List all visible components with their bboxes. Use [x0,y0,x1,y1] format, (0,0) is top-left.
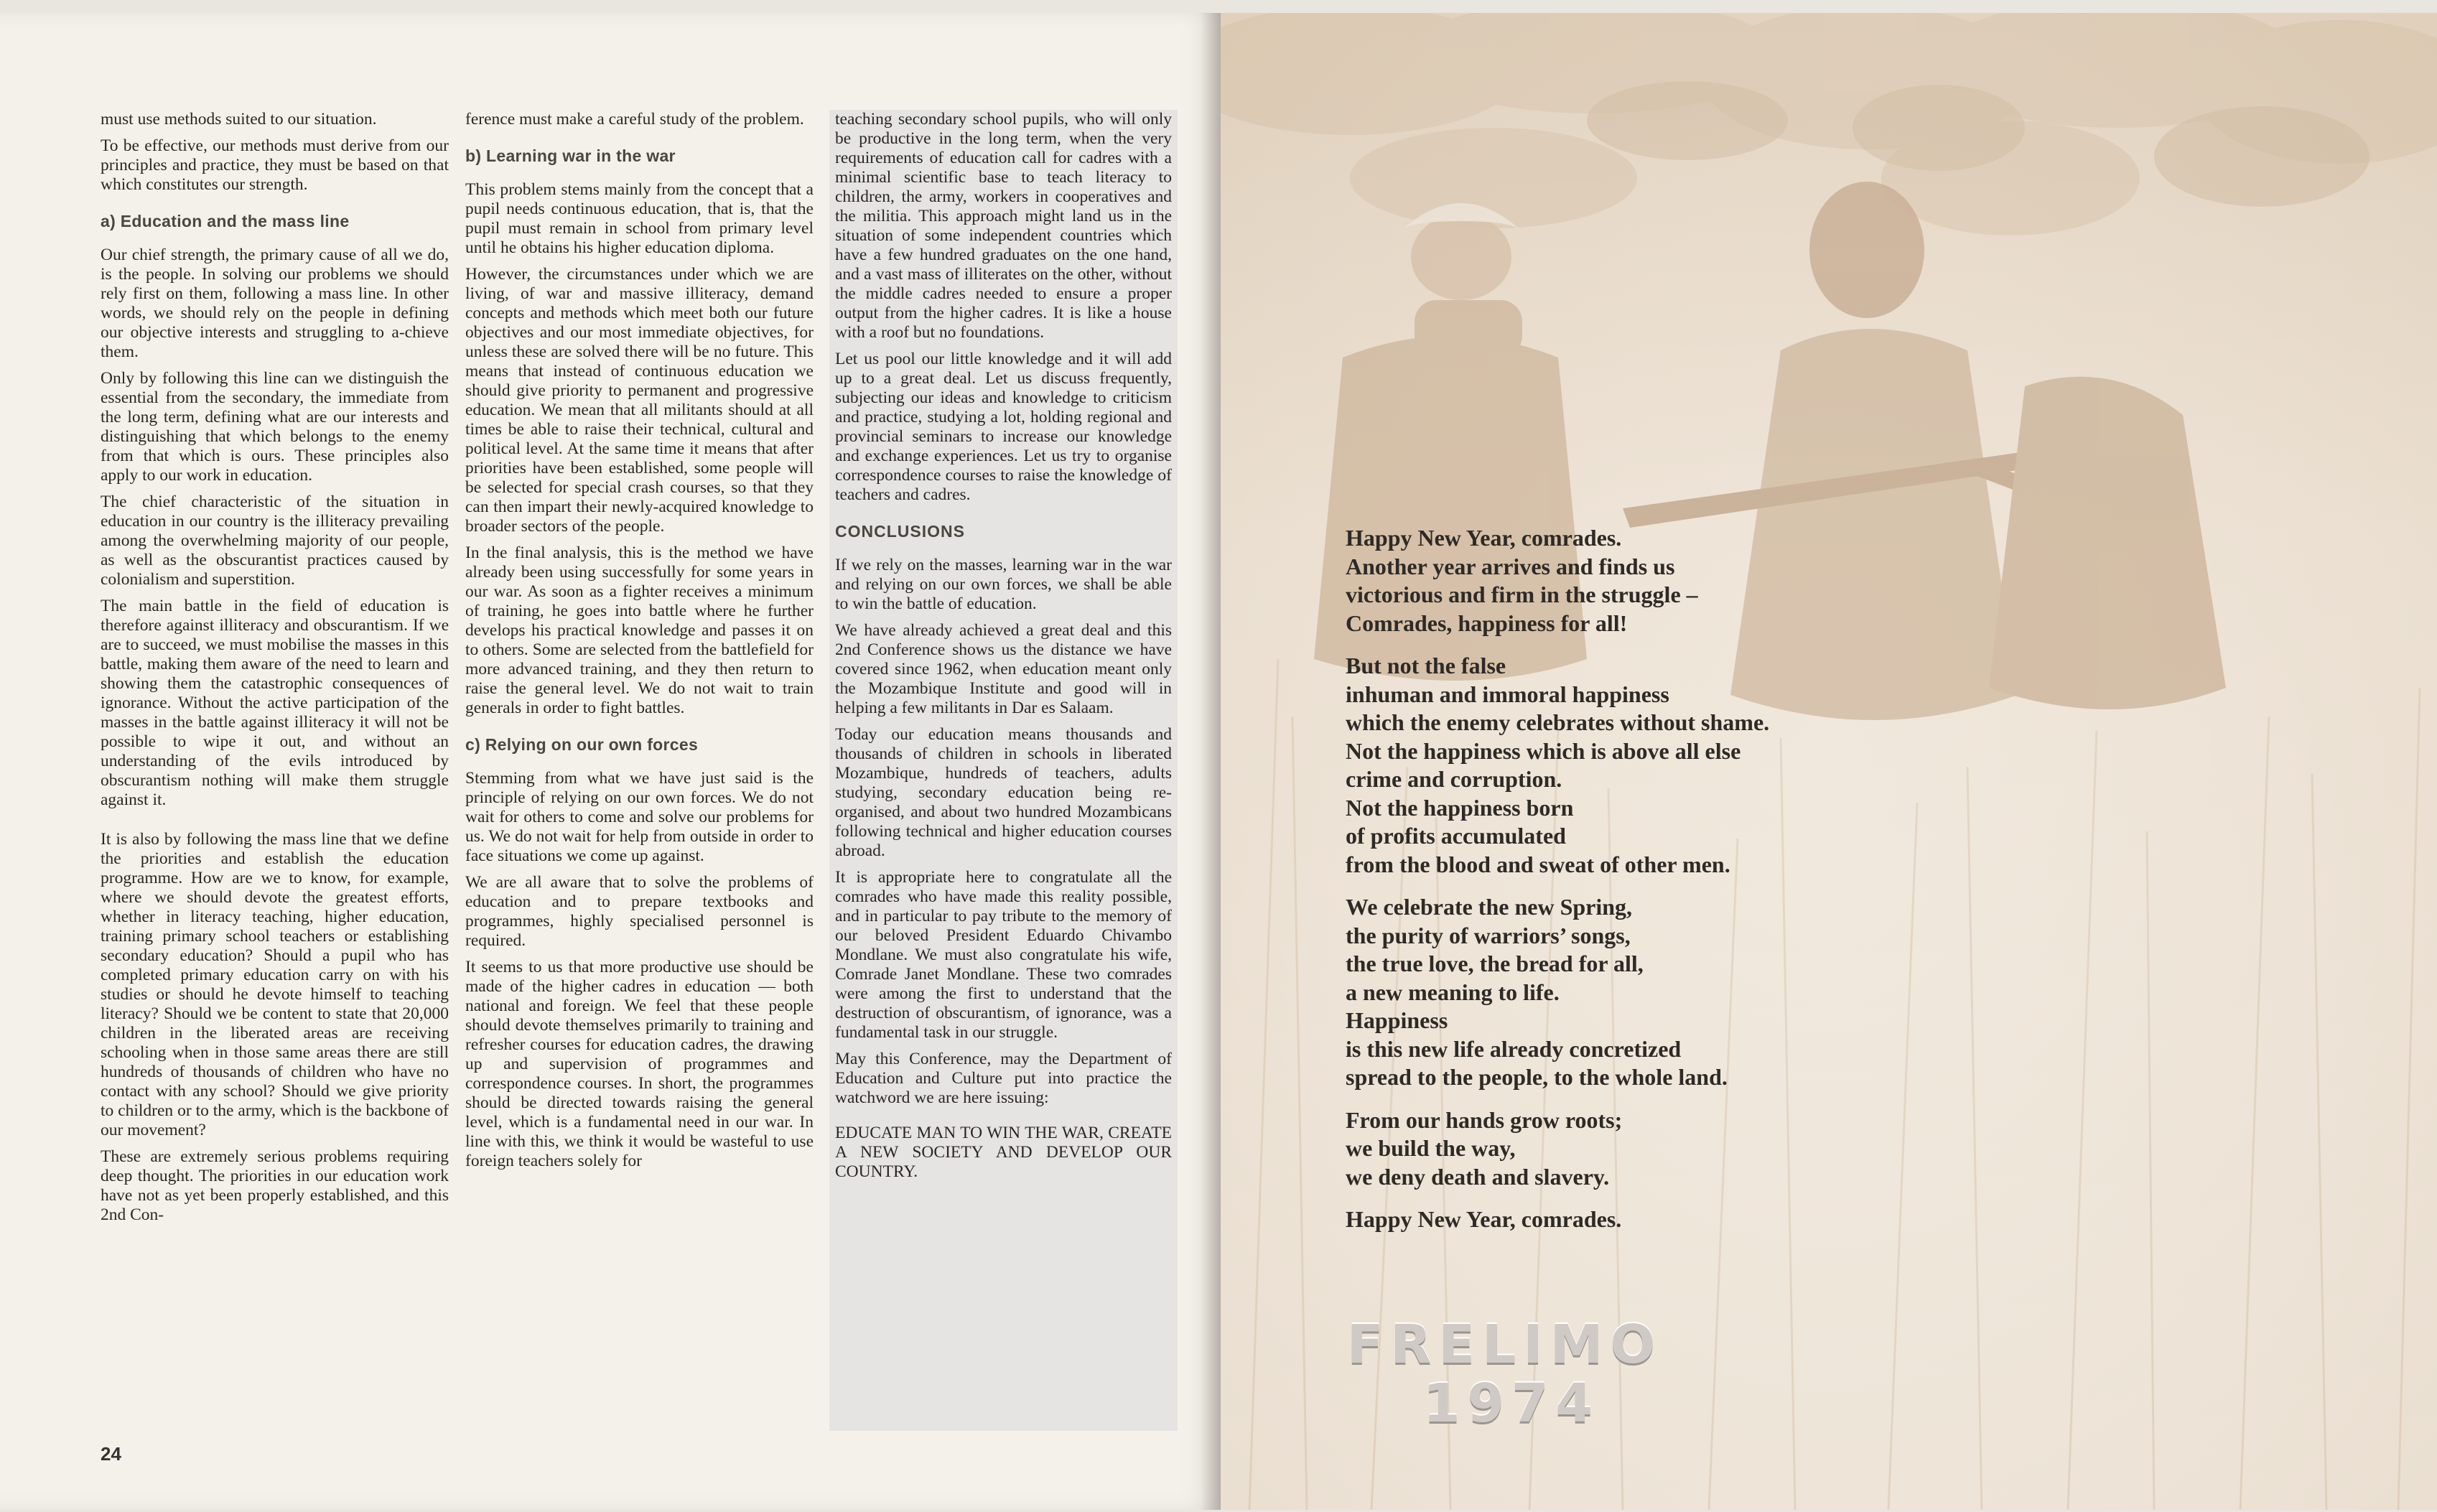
body-paragraph: Our chief strength, the primary cause of all we do, is the people. In solving our problems we should rely first on them, following a mass line. In other words, we should rely on the people in defining our objective interests and struggling to a-chieve them. [101,246,449,361]
poem-line: Another year arrives and finds us [1346,553,1675,579]
left-page [0,13,1221,1510]
poem-line: a new meaning to life. [1346,979,1560,1005]
body-paragraph: It is also by following the mass line that we define the priorities and establish the education programme. How are we to know, for example, where we should devote the greatest efforts, whether in literacy teaching, higher education, training primary school teachers or establishing secondary education? Should a pupil who has completed primary education carry on with his studies or should he devote himself to teaching literacy? Should we be content to state that 20,000 children in the liberated areas are receiving schooling when in those same areas there are still hundreds of thousands of children who have no contact with any school? Should we give priority to children or to the army, which is the backbone of our movement? [101,830,449,1139]
poem-line: we deny death and slavery. [1346,1163,1610,1190]
body-paragraph: In the final analysis, this is the method we have already been using successfully for some years in our war. As soon as a fighter receives a minimum of training, he goes into battle where he further develops his practical knowledge and passes it on to others. Some are selected from the battlefield for more advanced training, and they then return to raise the general level. We do not wait to train generals in order to fight battles. [465,543,814,717]
closing-slogan: EDUCATE MAN TO WIN THE WAR, CREATE A NEW SOCIETY AND DEVELOP OUR COUNTRY. [835,1124,1172,1181]
frelimo-signature: FRELIMO [1347,1314,1663,1376]
poem-line: which the enemy celebrates without shame. [1346,709,1770,735]
poem-line: the true love, the bread for all, [1346,951,1644,976]
body-paragraph: We have already achieved a great deal and this 2nd Conference shows us the distance we have covered since 1962, when education meant only the Mozambique Institute and good will in helping a few militants in Dar es Salaam. [835,621,1172,717]
text-column-1 [101,110,449,1232]
body-paragraph: It seems to us that more productive use should be made of the higher cadres in education — both national and foreign. We feel that these people should devote themselves primarily to training and refresher courses for education cadres, the drawing up and supervision of programmes and correspondence courses. In short, the programmes should be directed towards raising the general level, which is a fundamental need in our war. In line with this, we think it would be wasteful to use foreign teachers solely for [465,958,814,1170]
body-paragraph: must use methods suited to our situation. [101,110,377,129]
poem-stanza [1346,893,2064,1092]
body-paragraph: teaching secondary school pupils, who will only be productive in the long term, when the very requirements of education call for cadres with a minimal scientific base to teach literacy to children, the army, workers in cooperatives and the militia. This approach might land us in the situation of some independent countries which have a few hundred graduates on the one hand, and a vast mass of illiterates on the other, without the middle cadres needed to ensure a proper output from the higher cadres. It is like a house with a roof but no foundations. [835,110,1172,342]
poem-line: Happiness [1346,1007,1448,1033]
poem-line: victorious and firm in the struggle – [1346,582,1698,607]
body-paragraph: Stemming from what we have just said is the principle of relying on our own forces. We do not wait for others to come and solve our problems for us. We do not wait for help from outside in order to face situations we come up against. [465,769,814,865]
section-heading: c) Relying on our own forces [465,735,699,754]
poem-stanza [1346,524,2064,638]
paragraph-gap [101,817,449,830]
body-paragraph: To be effective, our methods must derive from our principles and practice, they must be based on that which constitutes our strength. [101,136,449,194]
body-paragraph: ference must make a careful study of the problem. [465,110,804,129]
poem-line: from the blood and sweat of other men. [1346,851,1730,877]
text-column-2 [465,110,814,1178]
section-heading: CONCLUSIONS [835,522,965,541]
poem-line: we build the way, [1346,1135,1516,1161]
page-number: 24 [101,1443,121,1465]
body-paragraph: Only by following this line can we distinguish the essential from the secondary, the immediate from the long term, defining what are our interests and distinguishing that which belongs to the enemy from that which is ours. These principles also apply to our work in education. [101,369,449,485]
poem-line: We celebrate the new Spring, [1346,894,1633,920]
poem-line: of profits accumulated [1346,823,1566,849]
poem-line: the purity of warriors’ songs, [1346,922,1631,948]
poem-line: Not the happiness which is above all else [1346,737,1741,764]
poem-stanza [1346,1106,2064,1192]
body-paragraph: If we rely on the masses, learning war in the war and relying on our own forces, we shall be able to win the battle of education. [835,556,1172,613]
poem-line: Comrades, happiness for all! [1346,610,1628,636]
body-paragraph: However, the circumstances under which we are living, of war and massive illiteracy, demand concepts and methods which meet both our future objectives and our most immediate objectives, for unless these are solved there will be no future. This means that instead of continuous education we should give priority to permanent and progressive education. We mean that all militants should at all times be able to raise their technical, cultural and political level. At the same time it means that after priorities have been established, some people will be selected for special crash courses, so that they can then impart their newly-acquired knowledge to broader sectors of the people. [465,265,814,536]
body-paragraph: The chief characteristic of the situation in education in our country is the illiteracy prevailing among the overwhelming majority of our people, as well as the obscurantist practices caused by colonialism and superstition. [101,493,449,589]
body-paragraph: It is appropriate here to congratulate all the comrades who have made this reality possible, and in particular to pay tribute to the memory of our beloved President Eduardo Chivambo Mondlane. We must also congratulate his wife, Comrade Janet Mondlane. These two comrades were among the first to understand that the destruction of obscurantism, of ignorance, was a fundamental task in our struggle. [835,868,1172,1042]
body-paragraph: We are all aware that to solve the problems of education and to prepare textbooks and programmes, highly specialised personnel is required. [465,873,814,950]
body-paragraph: These are extremely serious problems requiring deep thought. The priorities in our education work have not as yet been properly established, and this 2nd Con- [101,1147,449,1224]
poem-stanza [1346,1205,2064,1234]
poem-line: Happy New Year, comrades. [1346,525,1622,551]
signature-year: 1974 [1423,1373,1600,1434]
text-column-3-shaded [829,110,1178,1431]
right-page [1221,13,2437,1510]
poem-line: Happy New Year, comrades. [1346,1206,1622,1232]
body-paragraph: Today our education means thousands and thousands of children in schools in liberated Mozambique, hundreds of teachers, adults studying, secondary education being re-organised, and about two hundred Mozambicans following technical and higher education courses abroad. [835,725,1172,860]
section-heading: b) Learning war in the war [465,146,676,165]
poem-stanza [1346,652,2064,879]
section-heading: a) Education and the mass line [101,212,350,230]
poem-line: is this new life already concretized [1346,1035,1682,1062]
poem-line: crime and corruption. [1346,766,1562,792]
poem-line: Not the happiness born [1346,794,1574,821]
poem-line: From our hands grow roots; [1346,1106,1623,1133]
body-paragraph: This problem stems mainly from the concept that a pupil needs continuous education, that is, that the pupil must remain in school from primary level until he obtains his higher education diploma. [465,180,814,257]
body-paragraph: May this Conference, may the Department of Education and Culture put into practice the watchword we are here issuing: [835,1050,1172,1107]
poem-line: inhuman and immoral happiness [1346,681,1669,707]
poem-line: spread to the people, to the whole land. [1346,1064,1728,1090]
body-paragraph: Let us pool our little knowledge and it will add up to a great deal. Let us discuss frequently, subjecting our ideas and knowledge to criticism and practice, studying a lot, holding regional and provincial seminars to increase our knowledge and exchange experiences. Let us try to organise correspondence courses to raise the knowledge of teachers and cadres. [835,350,1172,504]
new-year-poem [1346,524,2064,1249]
poem-line: But not the false [1346,653,1506,678]
body-paragraph: The main battle in the field of education is therefore against illiteracy and obscurantism. If we are to succeed, we must mobilise the masses in this battle, making them aware of the need to learn and showing them the catastrophic consequences of ignorance. Without the active participation of the masses in the battle against illiteracy it will not be possible to wipe it out, and without an understanding of the evils introduced by obscurantism nothing will make them struggle against it. [101,597,449,809]
